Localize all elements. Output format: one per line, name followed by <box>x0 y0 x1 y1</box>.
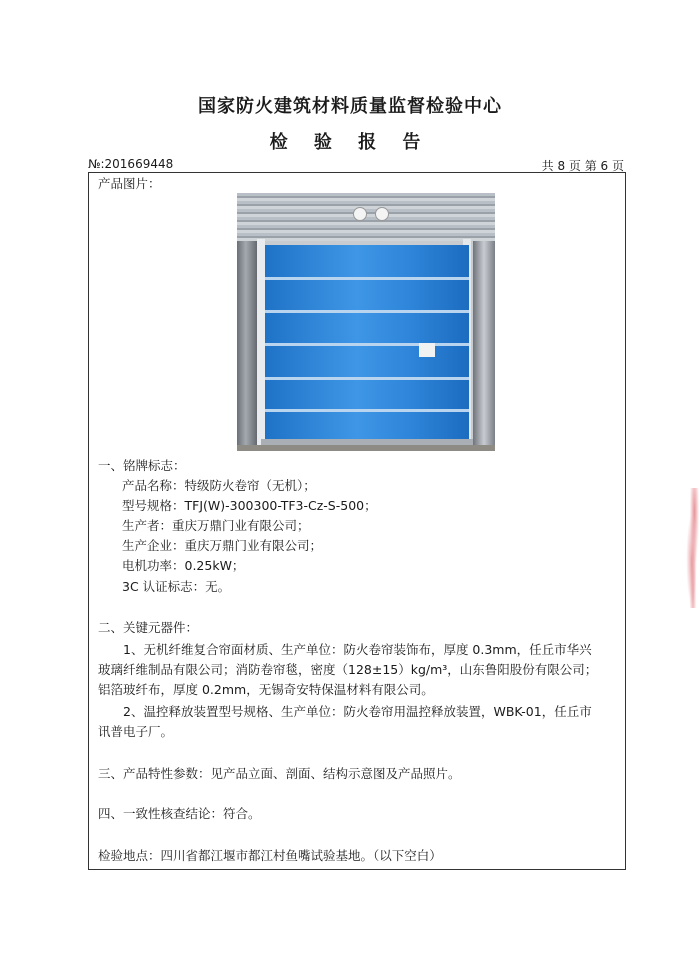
report-number: №:201669448 <box>88 157 174 171</box>
curtain-slat <box>265 377 469 380</box>
curtain-tag <box>419 343 435 357</box>
product-image-label: 产品图片： <box>98 176 161 191</box>
curtain-slat <box>265 409 469 412</box>
nameplate-line: 电机功率：0.25kW； <box>122 558 245 573</box>
conclusion-text: 四、一致性核查结论：符合。 <box>98 806 261 821</box>
components-heading: 二、关键元器件： <box>98 620 199 635</box>
indicator-lamp <box>375 207 389 221</box>
institution-title: 国家防火建筑材料质量监督检验中心 <box>198 96 502 117</box>
seal-stamp-fragment <box>686 488 700 608</box>
left-wall <box>237 241 259 451</box>
nameplate-line: 生产者：重庆万鼎门业有限公司； <box>122 518 310 533</box>
curtain-slat <box>265 277 469 280</box>
component-item-1: 1、无机纤维复合帘面材质、生产单位：防火卷帘装饰布，厚度 0.3mm，任丘市华兴玻璃纤维制品有限公司；消防卷帘毯，密度（128±15）kg/m³，山东鲁阳股份有限公司；铝箔玻纤布，厚度 0.2mm，无锡奇安特保温材料有限公司。 <box>98 642 598 697</box>
nameplate-line: 3C 认证标志：无。 <box>122 579 231 594</box>
product-photo <box>237 193 495 451</box>
characteristics-text: 三、产品特性参数：见产品立面、剖面、结构示意图及产品照片。 <box>98 766 461 781</box>
indicator-lamp <box>353 207 367 221</box>
right-wall <box>473 241 495 451</box>
report-title: 检 验 报 告 <box>269 132 431 153</box>
curtain-slat <box>265 343 469 346</box>
test-location-text: 检验地点：四川省都江堰市都江村鱼嘴试验基地。（以下空白） <box>98 848 442 863</box>
page-info: 共 8 页 第 6 页 <box>541 159 624 173</box>
nameplate-line: 生产企业：重庆万鼎门业有限公司； <box>122 538 323 553</box>
nameplate-heading: 一、铭牌标志： <box>98 458 186 473</box>
nameplate-line: 型号规格：TFJ(W)-300300-TF3-Cz-S-500； <box>122 498 377 513</box>
curtain-slat <box>265 310 469 313</box>
floor <box>237 445 495 451</box>
component-item-2: 2、温控释放装置型号规格、生产单位：防火卷帘用温控释放装置，WBK-01，任丘市讯普电子厂。 <box>98 704 592 739</box>
left-guide-rail <box>257 239 265 451</box>
nameplate-line: 产品名称：特级防火卷帘（无机）； <box>122 478 316 493</box>
